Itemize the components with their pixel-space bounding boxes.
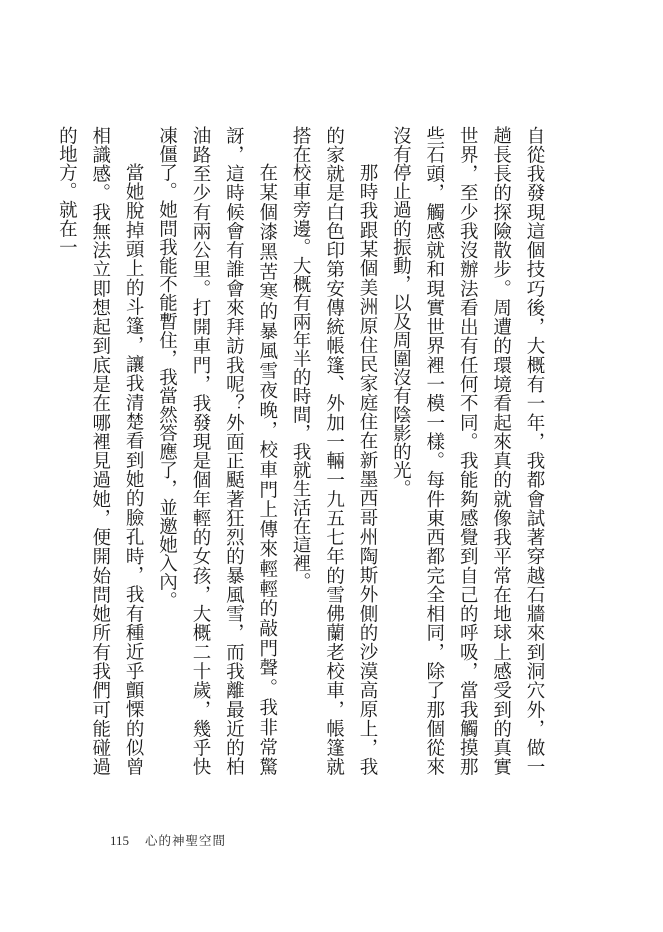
page-footer — [110, 831, 226, 849]
paragraph-2: 那時我跟某個美洲原住民家庭住在新墨西哥州陶斯外側的沙漠高原上，我的家就是白色印第安傳統帳篷、外加一輛一九五七年的雪佛蘭老校車，帳篷就搭在校車旁邊。大概有兩年半的時間，我就生活在這裡。 — [290, 126, 378, 776]
paragraph-4: 當她脫掉頭上的斗篷，讓我清楚看到她的臉孔時，我有種近乎顫慄的似曾相識感。我無法立即想起到底是在哪裡見過她，便開始問她所有我們可能碰過的地方。就在一 — [56, 126, 145, 776]
paragraph-1: 自從我發現這個技巧後，大概有一年，我都會試著穿越石牆來到洞穴外，做一趟長長的探險散步。周遭的環境看起來真的就像我平常在地球上感受到的真實世界，至少我沒辦法看出有任何不同。我能夠感覺到自己的呼吸，當我觸摸那些石頭，觸感就和現實世界裡一模一樣。每件東西都完全相同，除了那個從來沒有停止過的振動，以及周圍沒有陰影的光。 — [390, 126, 545, 776]
running-title: 心的神聖空間 — [145, 833, 227, 848]
paragraph-3: 在某個漆黑苦寒的暴風雪夜晚，校車門上傳來輕輕的敲門聲。我非常驚訝，這時候會有誰會來拜訪我呢？外面正颳著狂烈的暴風雪，而我離最近的柏油路至少有兩公里。打開車門，我發現是個年輕的女孩，大概二十歲，幾乎快凍僵了。她問我能不能暫住，我當然答應了，並邀她入內。 — [156, 126, 278, 776]
body-text — [50, 126, 551, 776]
page-number: 115 — [110, 833, 130, 848]
